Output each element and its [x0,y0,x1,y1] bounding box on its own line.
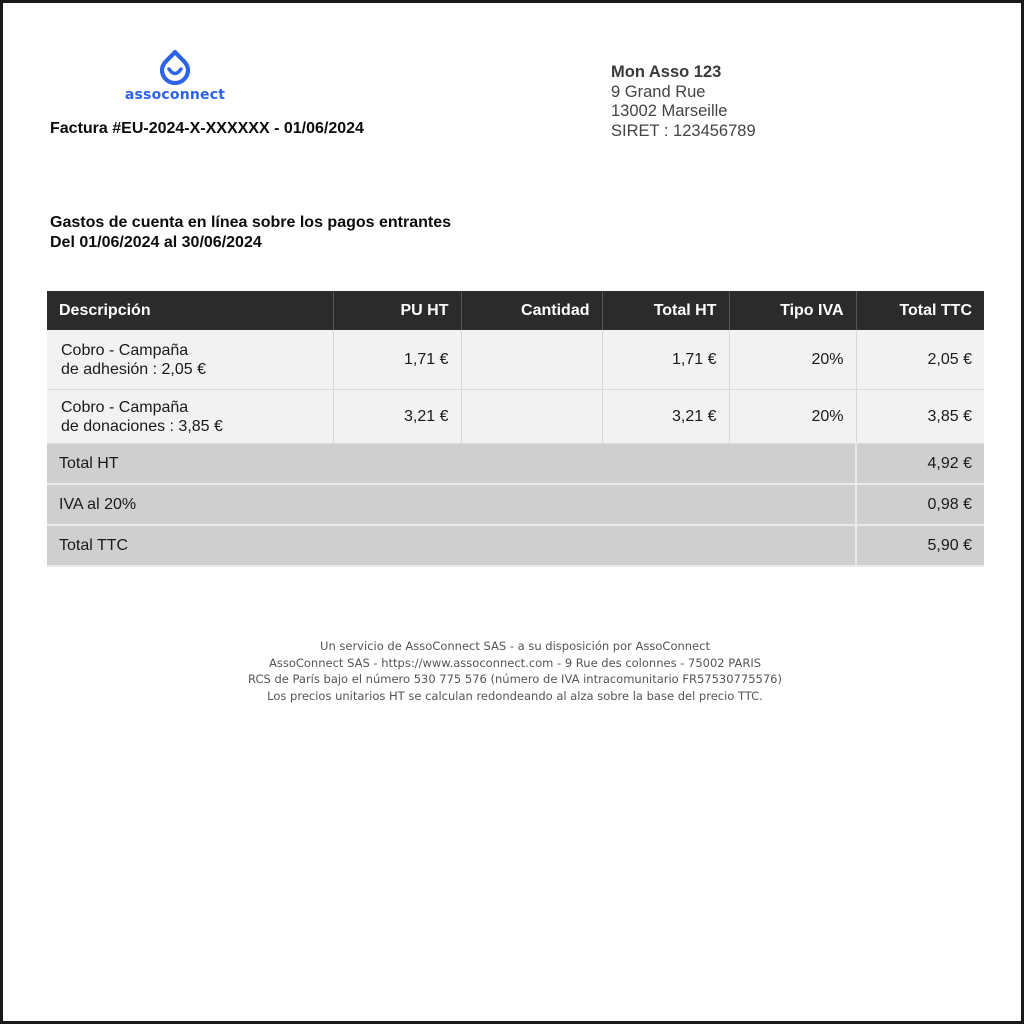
table-header-row [47,291,984,330]
organization-city: 13002 Marseille [611,102,728,120]
item-total-ttc: 2,05 € [856,330,984,390]
item-quantity [461,330,602,390]
total-ht-row [47,444,984,485]
total-ht-value: 4,92 € [856,444,984,485]
footer-line: Los precios unitarios HT se calculan redondeando al alza sobre la base del precio TTC. [267,688,763,703]
item-total-ht: 3,21 € [602,390,729,444]
footer-line: Un servicio de AssoConnect SAS - a su disposición por AssoConnect [320,639,710,653]
statement-period: Del 01/06/2024 al 30/06/2024 [50,234,262,251]
column-header-vat-rate: Tipo IVA [729,291,856,330]
item-total-ttc: 3,85 € [856,390,984,444]
total-ht-label: Total HT [47,444,856,485]
item-description-line: de donaciones : 3,85 € [61,417,223,435]
item-vat-rate: 20% [729,390,856,444]
statement-heading [50,213,451,253]
item-quantity [461,390,602,444]
footer-line: RCS de París bajo el número 530 775 576 (número de IVA intracomunitario FR57530775576) [248,672,782,686]
item-description-line: de adhesión : 2,05 € [61,360,207,378]
footer-line: AssoConnect SAS - https://www.assoconnect.com - 9 Rue des colonnes - 75002 PARIS [268,655,762,670]
item-description [47,330,333,390]
item-total-ht: 1,71 € [602,330,729,390]
table-row [47,330,984,390]
column-header-unit-price: PU HT [333,291,461,330]
column-header-quantity: Cantidad [461,291,602,330]
heart-drop-logo-icon [158,49,192,85]
organization-address [611,63,756,141]
legal-footer [3,638,1024,704]
vat-total-value: 0,98 € [856,484,984,525]
item-vat-rate: 20% [729,330,856,390]
logo-wordmark: assoconnect [124,87,226,103]
assoconnect-logo [123,49,227,103]
column-header-description: Descripción [47,291,333,330]
invoice-items-table [47,291,984,567]
total-ttc-value: 5,90 € [856,525,984,566]
item-description-line: Cobro - Campaña [61,398,189,416]
item-description [47,390,333,444]
column-header-total-ttc: Total TTC [856,291,984,330]
column-header-total-ht: Total HT [602,291,729,330]
statement-title: Gastos de cuenta en línea sobre los pagos entrantes [50,214,452,231]
organization-name: Mon Asso 123 [611,63,722,81]
total-ttc-label: Total TTC [47,525,856,566]
table-row [47,390,984,444]
vat-total-row [47,484,984,525]
total-ttc-row [47,525,984,566]
vat-total-label: IVA al 20% [47,484,856,525]
organization-siret: SIRET : 123456789 [611,121,756,140]
item-unit-price: 3,21 € [333,390,461,444]
item-description-line: Cobro - Campaña [61,341,189,359]
invoice-number: Factura #EU-2024-X-XXXXXX - 01/06/2024 [50,120,364,137]
item-unit-price: 1,71 € [333,330,461,390]
organization-street: 9 Grand Rue [611,82,706,101]
